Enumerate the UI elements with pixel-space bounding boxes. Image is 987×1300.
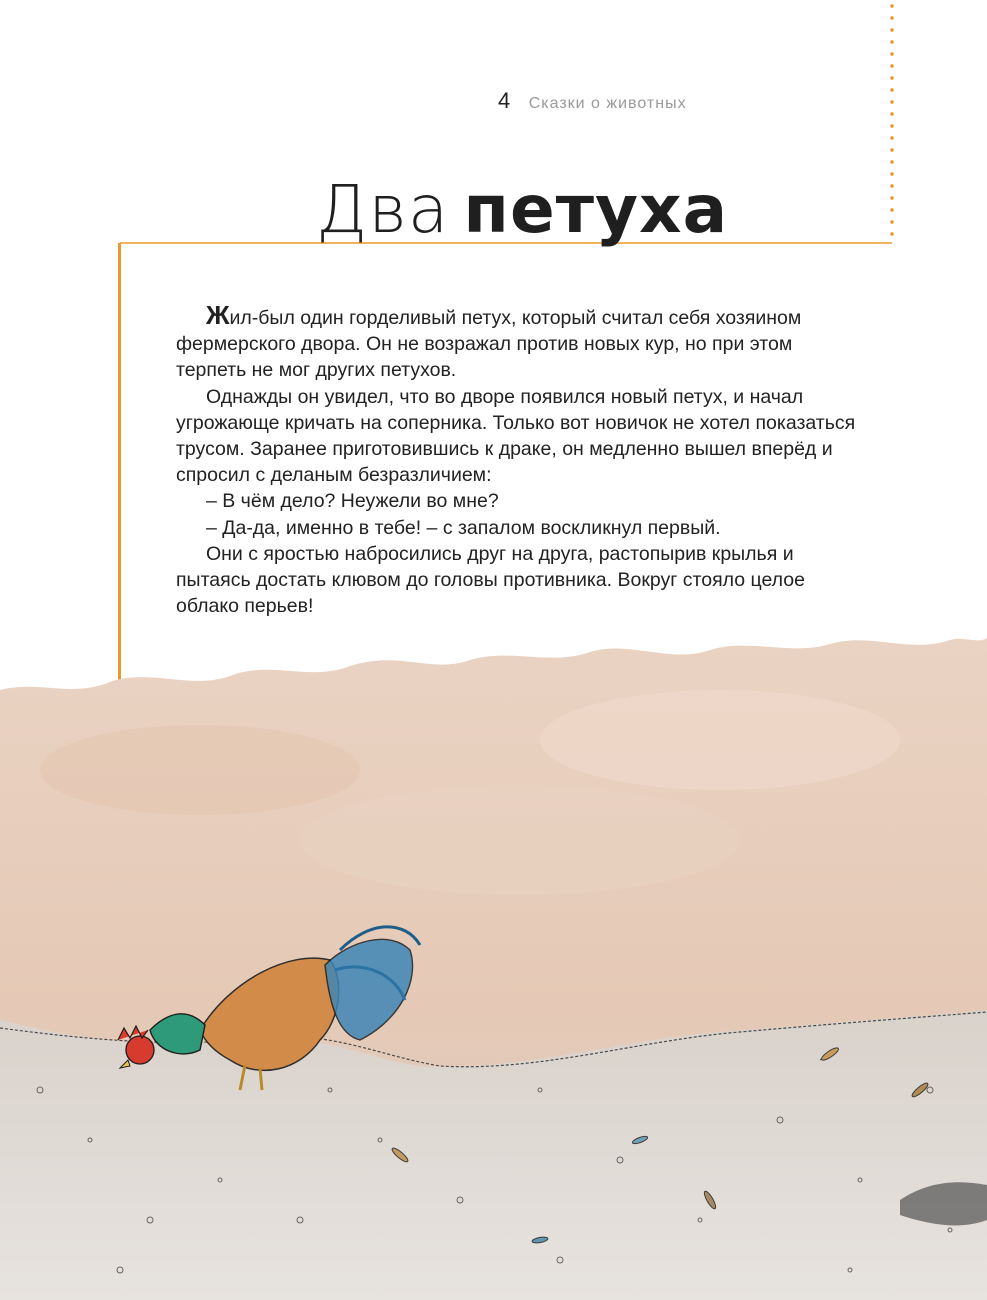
dropcap: Ж [206,300,230,330]
page-number: 4 [498,88,511,113]
story-paragraph: Однажды он увидел, что во дворе появился новый петух, и начал угрожающе кричать на соперника. Только вот новичок не хотел показаться трусом. Заранее приготовившись к драке, он медленно вышел вперёд и спросил с деланым безразличием: [176,385,856,487]
story-paragraph: Они с яростью набросились друг на друга, растопырив крылья и пытаясь достать клювом до головы противника. Вокруг стояло целое облако перьев! [176,542,805,618]
running-header [498,88,758,114]
story-text [176,302,856,619]
section-title: Сказки о животных [528,95,687,112]
page-title [316,170,736,250]
rooster-illustration-icon [0,620,987,1300]
dotted-border-vertical [889,0,895,244]
story-paragraph: – В чём дело? Неужели во мне? [206,490,499,513]
story-paragraph: – Да-да, именно в тебе! – с запалом воскликнул первый. [206,516,721,539]
paragraph-text: ил-был один горделивый петух, который считал себя хозяином фермерского двора. Он не возражал против новых кур, но при этом терпеть не мог других петухов. [176,307,802,382]
story-paragraph [176,302,856,384]
title-light: Два [316,171,450,248]
orange-margin-rule [118,243,121,683]
title-bold: петуха [463,171,729,248]
